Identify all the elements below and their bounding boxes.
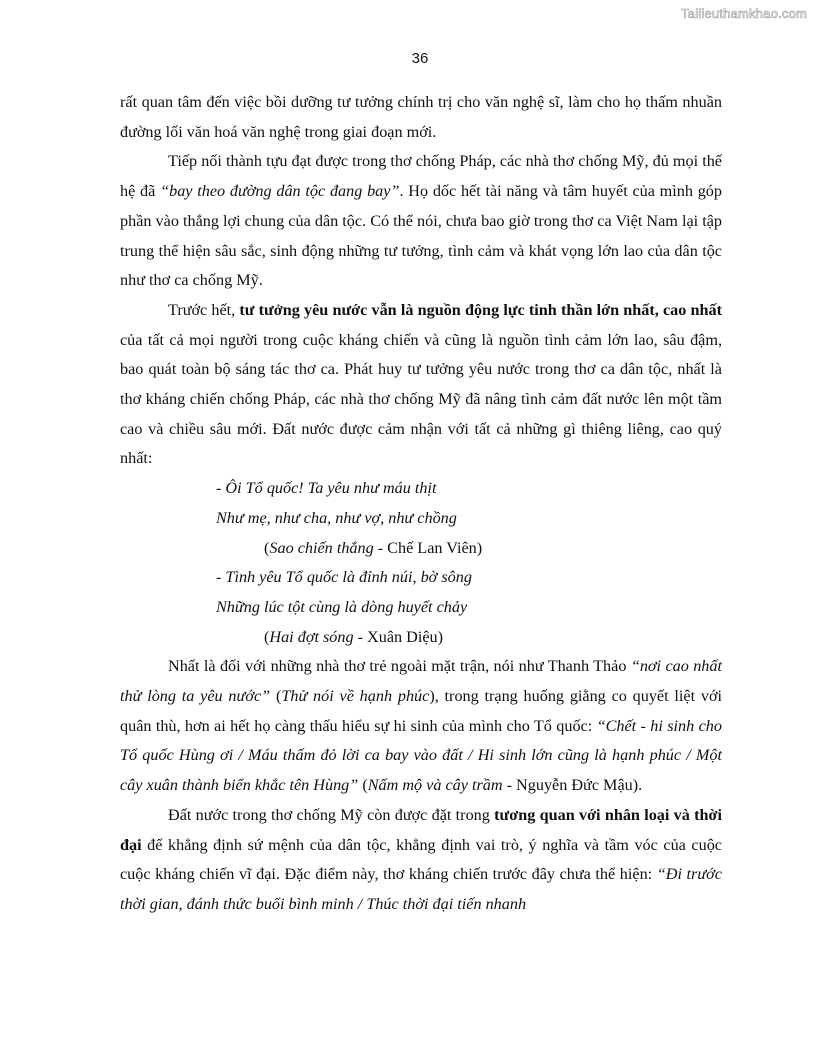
poem-line-text: - Ôi Tổ quốc! Ta yêu như máu thịt: [216, 479, 437, 498]
work-title: Hai đợt sóng: [269, 627, 354, 646]
text: để khẳng định sứ mệnh của dân tộc, khẳng định vai trò, ý nghĩa và tầm vóc của cuộc cuộc kháng chiến vĩ đại. Đặc điểm này, thơ kháng chiến trước đây chưa thể hiện:: [120, 835, 722, 884]
work-title: Nấm mộ và cây trầm: [367, 776, 503, 795]
watermark: Tailieuthamkhao.com: [681, 6, 807, 21]
text: ), trong trạng huống giằng co quyết liệt với quân thù, hơn ai hết họ càng thấu hiểu sự hi sinh của mình cho Tổ quốc:: [120, 687, 722, 735]
quote: “Chết - hi sinh cho Tổ quốc Hùng ơi / Máu thấm đỏ lời ca bay vào đất / Hi sinh lớn cũng là hạnh phúc / Một cây xuân thành biển khắc tên Hùng”: [120, 716, 722, 795]
text: (: [264, 538, 270, 557]
paragraph-1: rất quan tâm đến việc bồi dưỡng tư tưởng chính trị cho văn nghệ sĩ, làm cho họ thấm nhuần đường lối văn hoá văn nghệ trong giai đoạn mới.: [120, 93, 722, 141]
author: - Chế Lan Viên): [373, 538, 483, 557]
work-title: Sao chiến thắng: [269, 538, 374, 557]
paragraph-4: [120, 652, 722, 801]
poem-source: [216, 623, 722, 653]
text: Nhất là đối với những nhà thơ trẻ ngoài mặt trận, nói như Thanh Thảo: [168, 657, 631, 676]
poem-line-text: - Tình yêu Tổ quốc là đỉnh núi, bờ sông: [216, 568, 472, 587]
document-body: [120, 88, 722, 920]
page-number: 36: [411, 50, 429, 67]
quote: “nơi cao nhất thử lòng ta yêu nước”: [120, 657, 722, 706]
author: - Xuân Diệu): [353, 627, 444, 646]
poem-line-text: Như mẹ, như cha, như vợ, như chồng: [216, 508, 457, 527]
emphasis: tư tưởng yêu nước vẫn là nguồn động lực tinh thần lớn nhất, cao nhất: [239, 300, 722, 319]
poem-line: [216, 563, 722, 593]
work-title: Thử nói về hạnh phúc: [281, 687, 430, 706]
poem-source: [216, 534, 722, 564]
text: Tiếp nối thành tựu đạt được trong thơ chống Pháp, các nhà thơ chống Mỹ, đủ mọi thế hệ đã: [120, 152, 722, 201]
text: của tất cả mọi người trong cuộc kháng chiến và cũng là nguồn tình cảm lớn lao, sâu đậm, bao quát toàn bộ sáng tác thơ ca. Phát huy tư tưởng yêu nước trong thơ ca dân tộc, nhất là thơ kháng chiến chống Pháp, các nhà thơ chống Mỹ đã nâng tình cảm đất nước lên một tầm cao và chiều sâu mới. Đất nước được cảm nhận với tất cả những gì thiêng liêng, cao quý nhất:: [120, 330, 722, 468]
text: (: [270, 687, 282, 706]
text: (: [358, 776, 368, 795]
poem-line: [216, 504, 722, 534]
poem-line: [216, 593, 722, 623]
paragraph-5: [120, 801, 722, 920]
text: Trước hết,: [168, 300, 240, 319]
quote: “Đi trước thời gian, đánh thức buổi bình minh / Thúc thời đại tiến nhanh: [120, 865, 722, 913]
text: Đất nước trong thơ chống Mỹ còn được đặt trong: [168, 805, 495, 824]
poem-excerpt-2: [216, 563, 722, 652]
text: (: [264, 627, 270, 646]
text: - Nguyễn Đức Mậu).: [502, 776, 643, 795]
paragraph-3: [120, 296, 722, 474]
emphasis: tương quan với nhân loại và thời đại: [120, 805, 722, 854]
paragraph-2: [120, 147, 722, 296]
poem-line: [216, 474, 722, 504]
quote: “bay theo đường dân tộc đang bay”: [160, 182, 400, 201]
poem-excerpt-1: [216, 474, 722, 563]
poem-line-text: Những lúc tột cùng là dòng huyết chảy: [216, 597, 468, 616]
text: . Họ dốc hết tài năng và tâm huyết của mình góp phần vào thắng lợi chung của dân tộc. Có thể nói, chưa bao giờ trong thơ ca Việt Nam lại tập trung thể hiện sâu sắc, sinh động những tư tưởng, tình cảm và khát vọng lớn lao của dân tộc như thơ ca chống Mỹ.: [120, 182, 722, 290]
